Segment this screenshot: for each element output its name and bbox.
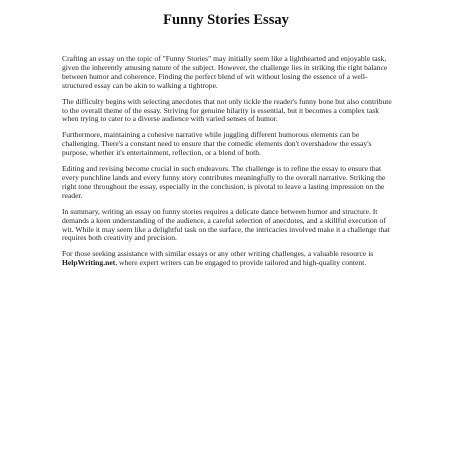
paragraph-summary: In summary, writing an essay on funny stories requires a delicate dance between humor and structure. It demands a keen understanding of the audience, a careful selection of anecdotes, and a skillful execution of wit. While it may seem like a delightful task on the surface, the intricacies involved make it a challenge that requires both creativity and precision.: [62, 206, 390, 243]
paragraph-closing: [62, 250, 394, 268]
paragraph-editing: Editing and revising become crucial in such endeavors. The challenge is to refine the essay to ensure that every punchline lands and every funny story contributes meaningfully to the overall narrative. Striking the right tone throughout the essay, especially in the conclusion, is pivotal to leave a lasting impression on the reader.: [62, 164, 386, 200]
paragraph-intro: Crafting an essay on the topic of "Funny Stories" may initially seem like a lighthearted and enjoyable task, given the inherently amusing nature of the subject. However, the challenge lies in striking the right balance between humor and coherence. Finding the perfect blend of wit without losing the essence of a well-structured essay can be akin to walking a tightrope.: [62, 54, 388, 90]
document-title: Funny Stories Essay: [163, 12, 289, 28]
closing-text-after: , where expert writers can be engaged to provide tailored and high-quality content.: [115, 258, 367, 268]
paragraph-narrative: Furthermore, maintaining a cohesive narrative while juggling different humorous elements can be challenging. There's a constant need to ensure that the comedic elements don't overshadow the essay's purpose, whether it's entertainment, reflection, or a blend of both.: [62, 130, 372, 158]
resource-link[interactable]: HelpWriting.net: [62, 258, 116, 268]
closing-text-before: For those seeking assistance with similar essays or any other writing challenges, a valuable resource is: [62, 249, 374, 259]
document-body: [62, 55, 394, 275]
paragraph-difficulty: The difficulty begins with selecting anecdotes that not only tickle the reader's funny bone but also contribute to the overall theme of the essay. Striving for genuine hilarity is essential, but it becomes a complex task when trying to cater to a diverse audience with varied senses of humor.: [62, 96, 392, 124]
